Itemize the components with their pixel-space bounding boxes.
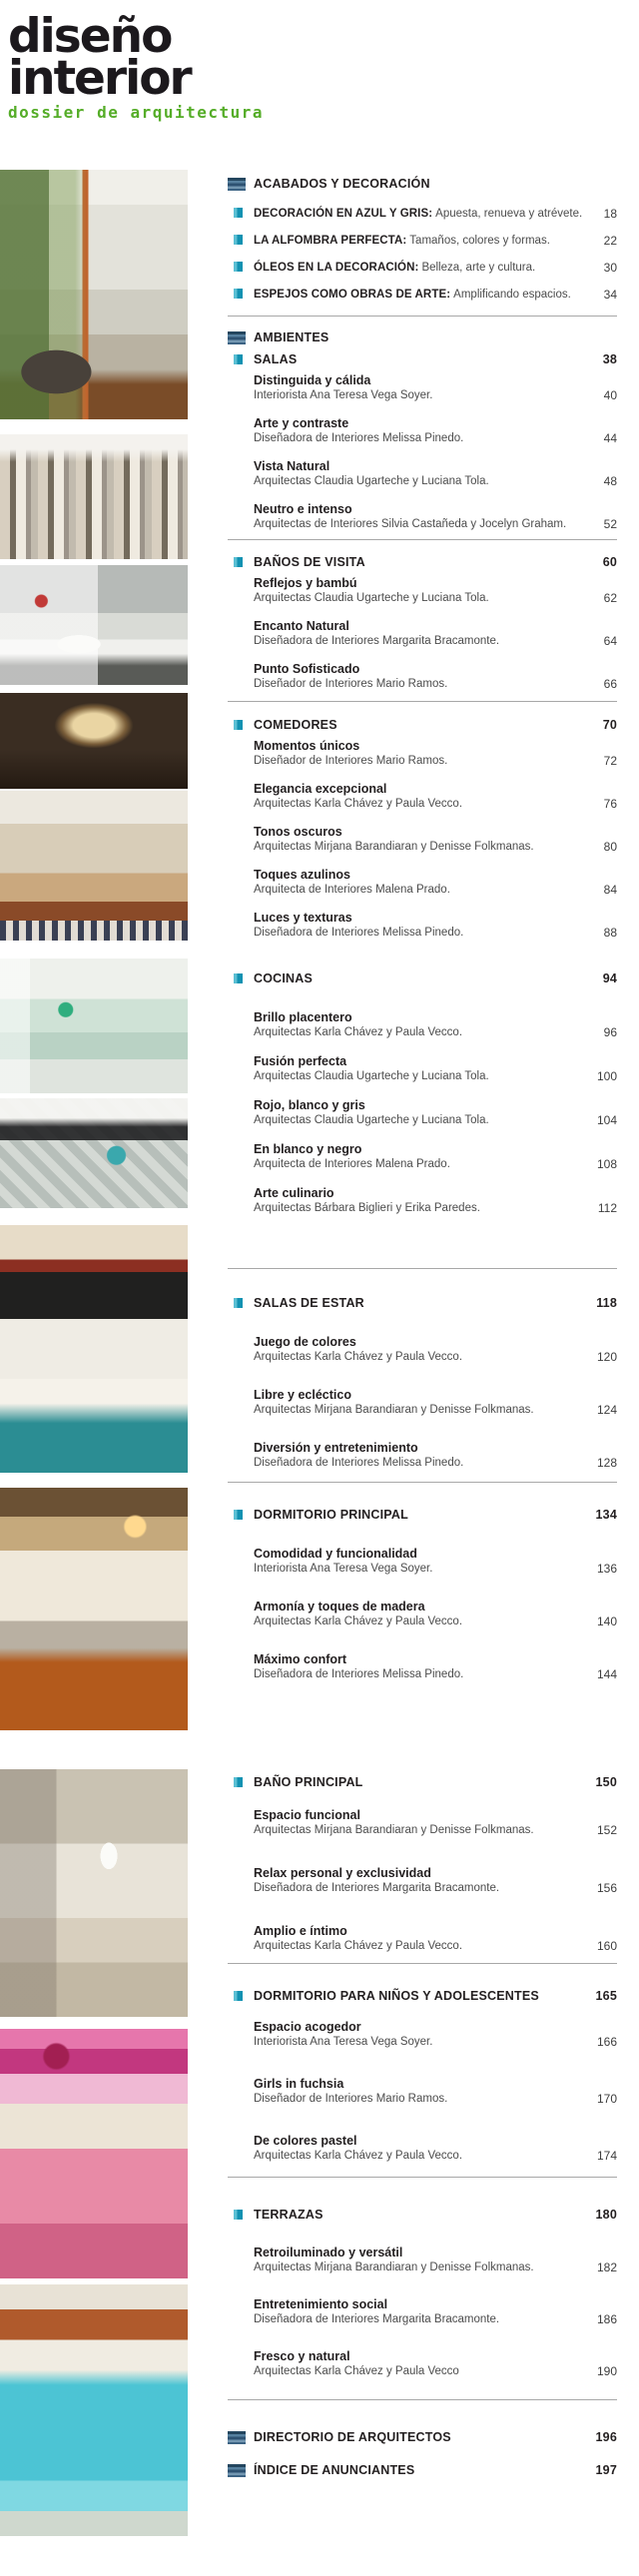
- entry-credit: Arquitectas Claudia Ugarteche y Luciana Tola.: [254, 1070, 489, 1082]
- entry-title: Comodidad y funcionalidad: [254, 1547, 417, 1561]
- entry-title: Espacio funcional: [254, 1808, 360, 1822]
- subsection-page-number: 94: [602, 971, 617, 985]
- photo-master-bathroom: [0, 1769, 188, 2017]
- entry-title: Armonía y toques de madera: [254, 1600, 425, 1613]
- section-page-number: 196: [595, 2430, 617, 2444]
- entry-bullet-icon: [234, 235, 243, 245]
- entry-credit: Arquitectas Karla Chávez y Paula Vecco.: [254, 2150, 463, 2162]
- entry-page-number: 120: [596, 1350, 617, 1364]
- subsection-heading-label: COCINAS: [254, 971, 314, 985]
- logo-tagline: dossier de arquitectura: [8, 103, 265, 122]
- entry-page-number: 88: [603, 926, 617, 940]
- subsection-heading-label: SALAS DE ESTAR: [254, 1296, 364, 1310]
- toc-entry[interactable]: [254, 782, 617, 812]
- entry-title: Elegancia excepcional: [254, 782, 387, 796]
- entry-credit: Diseñadora de Interiores Melissa Pinedo.: [254, 927, 464, 939]
- entry-credit: Diseñadora de Interiores Margarita Bracamonte.: [254, 2313, 500, 2325]
- entry-credit: Arquitectas Claudia Ugarteche y Luciana Tola.: [254, 1114, 489, 1126]
- photo-chandelier: [0, 693, 188, 789]
- section-bullet-icon: [228, 331, 246, 344]
- section-bullet-icon: [228, 178, 246, 191]
- entry-bullet-icon: [234, 262, 243, 272]
- entry-page-number: 112: [597, 1201, 617, 1215]
- subsection-bullet-icon: [234, 973, 243, 983]
- entry-page-number: 18: [603, 207, 617, 221]
- section-divider: [228, 2399, 617, 2400]
- entry-page-number: 144: [596, 1667, 617, 1681]
- entry-credit: Diseñadora de Interiores Melissa Pinedo.: [254, 432, 464, 444]
- entry-page-number: 100: [596, 1069, 617, 1083]
- entry-page-number: 190: [596, 2364, 617, 2378]
- toc-entry[interactable]: [254, 1808, 617, 1838]
- entry-subtitle: Tamaños, colores y formas.: [409, 235, 550, 247]
- subsection-bullet-icon: [234, 1298, 243, 1308]
- entry-subtitle: Belleza, arte y cultura.: [421, 262, 536, 274]
- photo-master-bedroom: [0, 1488, 188, 1730]
- entry-page-number: 152: [596, 1823, 617, 1837]
- entry-credit: Arquitectas Karla Chávez y Paula Vecco.: [254, 798, 463, 810]
- toc-entry[interactable]: [254, 2297, 617, 2327]
- subsection-bullet-icon: [234, 354, 243, 364]
- entry-title: ESPEJOS COMO OBRAS DE ARTE:: [254, 289, 451, 301]
- entry-title: En blanco y negro: [254, 1142, 362, 1156]
- photo-dining-room: [0, 791, 188, 941]
- entry-bullet-icon: [234, 208, 243, 218]
- subsection-page-number: 165: [595, 1989, 617, 2003]
- entry-title: Espacio acogedor: [254, 2020, 361, 2034]
- toc-entry[interactable]: [254, 2020, 617, 2050]
- entry-page-number: 30: [603, 261, 617, 275]
- entry-title: Retroiluminado y versátil: [254, 2246, 403, 2259]
- entry-page-number: 84: [603, 883, 617, 897]
- entry-page-number: 34: [603, 288, 617, 302]
- subsection-heading[interactable]: [228, 554, 617, 570]
- entry-title: Fresco y natural: [254, 2349, 350, 2363]
- toc-entry[interactable]: [254, 1547, 617, 1577]
- entry-page-number: 156: [596, 1881, 617, 1895]
- subsection-page-number: 150: [595, 1775, 617, 1789]
- entry-title: ÓLEOS EN LA DECORACIÓN:: [254, 262, 419, 274]
- section-divider: [228, 1268, 617, 1269]
- entry-page-number: 62: [603, 591, 617, 605]
- toc-entry[interactable]: [254, 825, 617, 855]
- entry-credit: Arquitectas Mirjana Barandiaran y Denisse Folkmanas.: [254, 2261, 534, 2273]
- section-heading-label: ÍNDICE DE ANUNCIANTES: [254, 2463, 415, 2477]
- entry-credit: Arquitectas Mirjana Barandiaran y Denisse Folkmanas.: [254, 1404, 534, 1416]
- section-divider: [228, 539, 617, 540]
- entry-title: Encanto Natural: [254, 619, 349, 633]
- entry-title: Neutro e intenso: [254, 502, 352, 516]
- entry-title: Momentos únicos: [254, 739, 360, 753]
- section-divider: [228, 2177, 617, 2178]
- subsection-page-number: 70: [602, 718, 617, 732]
- entry-title: Fusión perfecta: [254, 1054, 347, 1068]
- entry-subtitle: Amplificando espacios.: [453, 289, 571, 301]
- entry-page-number: 136: [596, 1562, 617, 1576]
- section-heading[interactable]: [228, 2429, 617, 2445]
- photo-striped-curtains: [0, 434, 188, 559]
- entry-page-number: 96: [603, 1025, 617, 1039]
- subsection-bullet-icon: [234, 557, 243, 567]
- section-heading-label: ACABADOS Y DECORACIÓN: [254, 177, 430, 191]
- entry-title: Arte y contraste: [254, 416, 349, 430]
- section-heading-label: DIRECTORIO DE ARQUITECTOS: [254, 2430, 451, 2444]
- entry-page-number: 48: [603, 474, 617, 488]
- subsection-heading-label: COMEDORES: [254, 718, 337, 732]
- entry-page-number: 170: [596, 2092, 617, 2106]
- entry-credit: Arquitectas Mirjana Barandiaran y Denisse Folkmanas.: [254, 1824, 534, 1836]
- entry-title: Diversión y entretenimiento: [254, 1441, 418, 1455]
- toc-entry[interactable]: [254, 868, 617, 898]
- subsection-heading[interactable]: [228, 1295, 617, 1311]
- subsection-heading-label: DORMITORIO PRINCIPAL: [254, 1508, 408, 1522]
- toc-entry[interactable]: [254, 1142, 617, 1172]
- entry-subtitle: Apuesta, renueva y atrévete.: [435, 208, 583, 220]
- entry-credit: Diseñador de Interiores Mario Ramos.: [254, 2093, 448, 2105]
- entry-title: Libre y ecléctico: [254, 1388, 351, 1402]
- subsection-bullet-icon: [234, 1991, 243, 2001]
- entry-title: LA ALFOMBRA PERFECTA:: [254, 235, 407, 247]
- toc-entry[interactable]: [254, 2134, 617, 2164]
- entry-credit: Interiorista Ana Teresa Vega Soyer.: [254, 1563, 433, 1575]
- entry-title: Entretenimiento social: [254, 2297, 388, 2311]
- entry-page-number: 22: [603, 234, 617, 248]
- subsection-page-number: 134: [595, 1508, 617, 1522]
- entry-page-number: 52: [603, 517, 617, 531]
- entry-title: Amplio e íntimo: [254, 1924, 347, 1938]
- subsection-heading[interactable]: [228, 2207, 617, 2223]
- subsection-bullet-icon: [234, 1777, 243, 1787]
- photo-pink-bedroom: [0, 2029, 188, 2278]
- entry-credit: Arquitectas Karla Chávez y Paula Vecco.: [254, 1026, 463, 1038]
- section-divider: [228, 316, 617, 317]
- toc-entry[interactable]: [254, 619, 617, 649]
- entry-page-number: 104: [596, 1113, 617, 1127]
- toc-entry[interactable]: [254, 662, 617, 692]
- entry-credit: Diseñador de Interiores Mario Ramos.: [254, 678, 448, 690]
- section-heading[interactable]: [228, 176, 617, 192]
- subsection-heading-label: TERRAZAS: [254, 2208, 323, 2222]
- entry-page-number: 140: [596, 1614, 617, 1628]
- entry-title: Arte culinario: [254, 1186, 334, 1200]
- entry-title: Distinguida y cálida: [254, 373, 371, 387]
- entry-credit: Diseñadora de Interiores Margarita Bracamonte.: [254, 1882, 500, 1894]
- subsection-page-number: 38: [602, 352, 617, 366]
- toc-entry[interactable]: [254, 1866, 617, 1896]
- subsection-heading[interactable]: [228, 1507, 617, 1523]
- entry-title: Luces y texturas: [254, 911, 352, 925]
- toc-entry[interactable]: [228, 232, 617, 251]
- entry-title: Tonos oscuros: [254, 825, 342, 839]
- subsection-heading[interactable]: [228, 717, 617, 733]
- logo-word-diseno: diseño: [8, 9, 172, 64]
- entry-title: Punto Sofisticado: [254, 662, 360, 676]
- subsection-page-number: 118: [596, 1296, 617, 1310]
- subsection-page-number: 60: [602, 555, 617, 569]
- toc-entry[interactable]: [254, 1054, 617, 1084]
- toc-entry[interactable]: [254, 1600, 617, 1629]
- photo-living-room-garden: [0, 170, 188, 419]
- toc-entry[interactable]: [254, 459, 617, 489]
- subsection-heading[interactable]: [228, 970, 617, 986]
- entry-credit: Arquitectas Karla Chávez y Paula Vecco.: [254, 1351, 463, 1363]
- photo-tv-lounge: [0, 1225, 188, 1473]
- toc-entry[interactable]: [254, 739, 617, 769]
- entry-title: DECORACIÓN EN AZUL Y GRIS:: [254, 208, 433, 220]
- entry-page-number: 160: [596, 1939, 617, 1953]
- entry-credit: Diseñador de Interiores Mario Ramos.: [254, 755, 448, 767]
- subsection-bullet-icon: [234, 1510, 243, 1520]
- entry-credit: Arquitectas Bárbara Biglieri y Erika Paredes.: [254, 1202, 480, 1214]
- entry-title: Juego de colores: [254, 1335, 356, 1349]
- section-page-number: 197: [595, 2463, 617, 2477]
- toc-entry[interactable]: [254, 1010, 617, 1040]
- subsection-heading[interactable]: [228, 1774, 617, 1790]
- entry-title: Máximo confort: [254, 1652, 347, 1666]
- subsection-heading[interactable]: [228, 1988, 617, 2004]
- photo-guest-bathroom-sink: [0, 565, 188, 685]
- entry-page-number: 44: [603, 431, 617, 445]
- section-divider: [228, 1482, 617, 1483]
- entry-page-number: 174: [596, 2149, 617, 2163]
- entry-credit: Arquitecta de Interiores Malena Prado.: [254, 884, 450, 896]
- entry-page-number: 66: [603, 677, 617, 691]
- section-bullet-icon: [228, 2431, 246, 2444]
- toc-entry[interactable]: [254, 502, 617, 532]
- section-bullet-icon: [228, 2464, 246, 2477]
- magazine-logo: [8, 9, 265, 122]
- subsection-heading-label: BAÑOS DE VISITA: [254, 555, 365, 569]
- entry-page-number: 72: [603, 754, 617, 768]
- toc-entry[interactable]: [254, 1441, 617, 1471]
- entry-page-number: 166: [596, 2035, 617, 2049]
- logo-word-interior: interior: [8, 51, 191, 106]
- entry-page-number: 64: [603, 634, 617, 648]
- toc-entry[interactable]: [254, 1186, 617, 1216]
- photo-tile-floor-dining: [0, 1098, 188, 1208]
- entry-credit: Arquitectas Claudia Ugarteche y Luciana Tola.: [254, 475, 489, 487]
- entry-title: Relax personal y exclusividad: [254, 1866, 431, 1880]
- entry-page-number: 182: [596, 2260, 617, 2274]
- toc-entry[interactable]: [228, 286, 617, 305]
- entry-credit: Diseñadora de Interiores Melissa Pinedo.: [254, 1457, 464, 1469]
- toc-entry[interactable]: [254, 1335, 617, 1365]
- entry-title: Rojo, blanco y gris: [254, 1098, 365, 1112]
- entry-page-number: 108: [596, 1157, 617, 1171]
- entry-credit: Interiorista Ana Teresa Vega Soyer.: [254, 389, 433, 401]
- entry-bullet-icon: [234, 289, 243, 299]
- section-heading[interactable]: [228, 2462, 617, 2478]
- photo-green-kitchen: [0, 959, 188, 1093]
- entry-title: Reflejos y bambú: [254, 576, 357, 590]
- entry-credit: Interiorista Ana Teresa Vega Soyer.: [254, 2036, 433, 2048]
- toc-entry[interactable]: [228, 205, 617, 224]
- toc-entry[interactable]: [254, 373, 617, 403]
- toc-entry[interactable]: [254, 416, 617, 446]
- entry-page-number: 124: [596, 1403, 617, 1417]
- subsection-heading[interactable]: [228, 351, 617, 367]
- entry-page-number: 128: [596, 1456, 617, 1470]
- entry-credit: Diseñadora de Interiores Melissa Pinedo.: [254, 1668, 464, 1680]
- entry-page-number: 186: [596, 2312, 617, 2326]
- toc-entry[interactable]: [254, 2246, 617, 2275]
- subsection-bullet-icon: [234, 2210, 243, 2220]
- subsection-heading-label: BAÑO PRINCIPAL: [254, 1775, 363, 1789]
- entry-credit: Arquitecta de Interiores Malena Prado.: [254, 1158, 450, 1170]
- toc-entry[interactable]: [254, 1652, 617, 1682]
- entry-page-number: 40: [603, 388, 617, 402]
- entry-title: De colores pastel: [254, 2134, 357, 2148]
- toc-entry[interactable]: [254, 2349, 617, 2379]
- toc-entry[interactable]: [254, 1388, 617, 1418]
- subsection-heading-label: DORMITORIO PARA NIÑOS Y ADOLESCENTES: [254, 1989, 539, 2003]
- entry-title: Toques azulinos: [254, 868, 350, 882]
- toc-entry[interactable]: [254, 1924, 617, 1954]
- entry-title: Brillo placentero: [254, 1010, 352, 1024]
- entry-credit: Arquitectas Karla Chávez y Paula Vecco.: [254, 1940, 463, 1952]
- table-of-contents: [228, 170, 617, 2478]
- entry-credit: Arquitectas de Interiores Silvia Castañeda y Jocelyn Graham.: [254, 518, 567, 530]
- entry-credit: Arquitectas Claudia Ugarteche y Luciana Tola.: [254, 592, 489, 604]
- section-heading-label: AMBIENTES: [254, 330, 329, 344]
- toc-entry[interactable]: [254, 2077, 617, 2107]
- subsection-heading-label: SALAS: [254, 352, 298, 366]
- entry-title: Vista Natural: [254, 459, 330, 473]
- section-heading[interactable]: [228, 329, 617, 345]
- entry-credit: Diseñadora de Interiores Margarita Bracamonte.: [254, 635, 500, 647]
- photo-terrace-pool: [0, 2284, 188, 2536]
- toc-entry[interactable]: [228, 259, 617, 278]
- subsection-page-number: 180: [595, 2208, 617, 2222]
- entry-credit: Arquitectas Mirjana Barandiaran y Denisse Folkmanas.: [254, 841, 534, 853]
- toc-entry[interactable]: [254, 911, 617, 941]
- toc-entry[interactable]: [254, 576, 617, 606]
- section-divider: [228, 701, 617, 702]
- toc-entry[interactable]: [254, 1098, 617, 1128]
- subsection-bullet-icon: [234, 720, 243, 730]
- entry-credit: Arquitectas Karla Chávez y Paula Vecco.: [254, 1615, 463, 1627]
- entry-page-number: 76: [603, 797, 617, 811]
- entry-credit: Arquitectas Karla Chávez y Paula Vecco: [254, 2365, 459, 2377]
- section-divider: [228, 1963, 617, 1964]
- entry-page-number: 80: [603, 840, 617, 854]
- entry-title: Girls in fuchsia: [254, 2077, 344, 2091]
